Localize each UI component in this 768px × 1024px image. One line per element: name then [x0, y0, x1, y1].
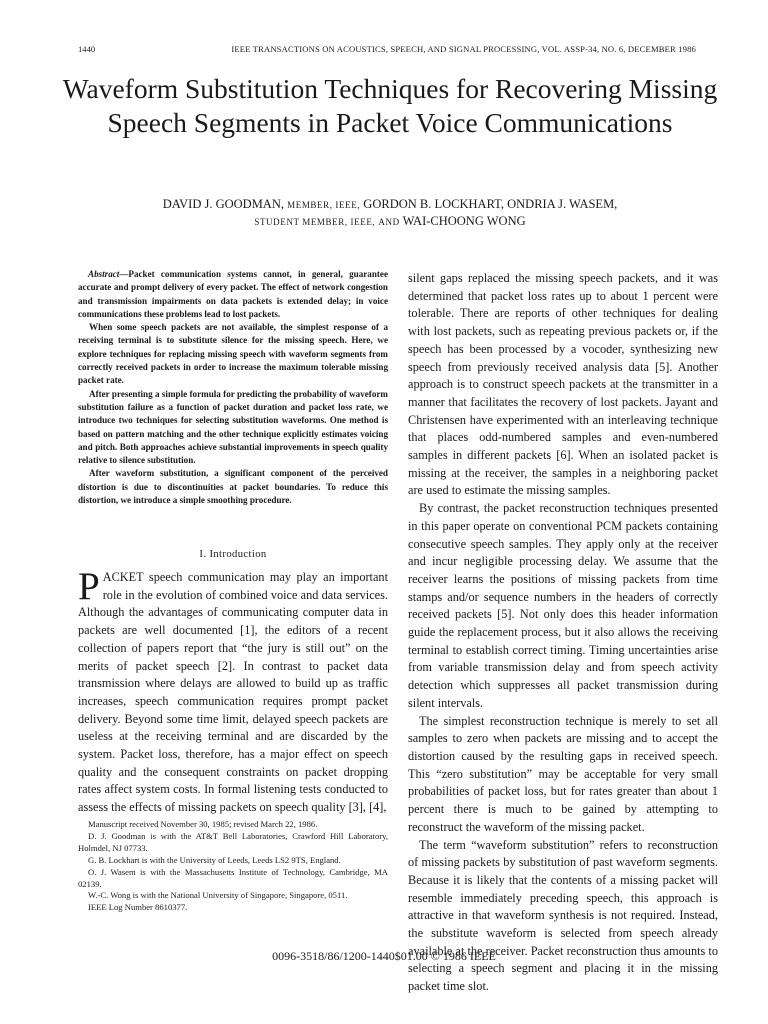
body-paragraph: silent gaps replaced the missing speech packets, and it was determined that packet loss rates up to about 1 percent were tolerable. There are reports of other techniques for dealing with lost packets, such as repeating previous packets or, if the speech has been processed by a vocoder, synthesizing new speech from previously received analysis data [5]. Another approach is to construct speech packets at the transmitter in a manner that facilitates the recovery of lost packets. Jayant and Christensen have experimented with an interleaving technique that places odd-numbered samples and even-numbered samples in different packets [6]. When an isolated packet is missing at the receiver, the samples in a neighboring packet are used to estimate the missing samples. — [408, 271, 718, 498]
drop-cap: P — [78, 565, 100, 608]
author-list — [40, 196, 740, 230]
intro-paragraph: PACKET speech communication may play an important role in the evolution of combined voice and data services. Although the advantages of communicating computer data in packets are well documented [1], the editors of a recent collection of papers report that “the jury is still out” on the merits of packet speech [2]. In contrast to packet data transmission where delays are allowed to build up as traffic increases, speech communication requires prompt packet delivery. Beyond some time limit, delayed speech packets are useless at the receiving terminal and are discarded by the system. Packet loss, therefore, has a major effect on speech quality and the consequent constraints on packet dropping rates affect system costs. In formal listening tests conducted to assess the effects of missing packets on speech quality [3], [4], — [78, 565, 388, 815]
author-line-1 — [40, 196, 740, 213]
abstract — [78, 268, 388, 507]
section-title: Introduction — [209, 549, 267, 560]
paper-title: Waveform Substitution Techniques for Recovering Missing Speech Segments in Packet Voice Communications — [62, 73, 718, 138]
author-membership: MEMBER, IEEE, — [287, 200, 361, 210]
body-paragraph: The simplest reconstruction technique is merely to set all samples to zero when packets are missing and to accept the distortion caused by the resulting gaps in received speech. This “zero substitution” may be acceptable for very small probabilities of packet loss, but for rates greater than about 1 percent there is much to be gained by attempting to reconstruct the waveform of the missing packet. — [408, 713, 718, 834]
author-name: GORDON B. LOCKHART, ONDRIA J. WASEM, — [363, 197, 618, 211]
footnote: D. J. Goodman is with the AT&T Bell Laboratories, Crawford Hill Laboratory, Holmdel, NJ 07733. — [78, 830, 388, 853]
footnotes — [78, 819, 388, 914]
author-membership: STUDENT MEMBER, IEEE, — [254, 217, 376, 227]
author-name: WAI-CHOONG WONG — [402, 214, 526, 228]
abstract-paragraph: When some speech packets are not available, the simplest response of a receiving terminal is to substitute silence for the missing speech. Here, we explore techniques for replacing missing speech with waveform segments from correctly received packets in order to increase the maximum tolerable missing packet rate. — [78, 322, 388, 386]
body-paragraph: The term “waveform substitution” refers to reconstruction of missing packets by substitution of past waveform segments. Because it is likely that the contents of a missing packet will resemble immediately preceding speech, this approach is attractive in that waveform synthesis is not required. Instead, the substitute waveform is selected from speech already available at the receiver. Packet reconstruction thus amounts to selecting a speech segment and placing it in the missing packet time slot. — [408, 837, 718, 994]
footnote: Manuscript received November 30, 1985; revised March 22, 1986. — [88, 819, 318, 829]
copyright-footer: 0096-3518/86/1200-1440$01.00 © 1986 IEEE — [272, 949, 496, 963]
footnote: W.-C. Wong is with the National University of Singapore, Singapore, 0511. — [88, 890, 348, 901]
abstract-paragraph: After presenting a simple formula for predicting the probability of waveform substitution failure as a function of packet duration and packet loss rate, we introduce two techniques for selecting substitution waveforms. One method is based on pattern matching and the other technique explicitly estimates voicing and pitch. Both approaches achieve substantial improvements in speech quality relative to silence substitution. — [78, 388, 388, 466]
author-line-2 — [40, 213, 740, 230]
section-numeral: I. — [199, 549, 207, 560]
footnote: G. B. Lockhart is with the University of Leeds, Leeds LS2 9TS, England. — [88, 854, 341, 865]
running-header — [78, 44, 696, 58]
right-column-text — [408, 270, 718, 996]
body-paragraph: By contrast, the packet reconstruction techniques presented in this paper operate on conventional PCM packets containing consecutive speech samples. They apply only at the receiver and incur negligible processing delay. We assume that the receiver learns the positions of missing packets from time stamps and/or sequence numbers in the headers of correctly received packets [5]. Not only does this header information guide the replacement process, but it also allows the receiving terminal to establish correct timing. Timing uncertainties arise from variable transmission delay and from speech activity detection which suppresses all packet transmission during silent intervals. — [408, 501, 718, 710]
page-number: 1440 — [78, 44, 96, 54]
author-and: AND — [378, 217, 400, 227]
footnote: O. J. Wasem is with the Massachusetts Institute of Technology, Cambridge, MA 02139. — [78, 866, 388, 889]
abstract-paragraph: After waveform substitution, a significant component of the perceived distortion is due to discontinuities at packet boundaries. To reduce this distortion, we introduce a simple smoothing procedure. — [78, 468, 388, 506]
abstract-label: Abstract — [88, 269, 120, 279]
introduction-text — [78, 565, 388, 817]
section-heading — [78, 549, 388, 560]
journal-header: IEEE TRANSACTIONS ON ACOUSTICS, SPEECH, AND SIGNAL PROCESSING, VOL. ASSP-34, NO. 6, DECEMBER 1986 — [231, 44, 696, 54]
author-name: DAVID J. GOODMAN, — [162, 197, 284, 211]
footnote: IEEE Log Number 8610377. — [88, 902, 188, 913]
abstract-paragraph: Abstract—Packet communication systems cannot, in general, guarantee accurate and prompt delivery of every packet. The effect of network congestion and transmission impairments on data packets is extended delay; in voice communications these problems lead to lost packets. — [78, 269, 388, 319]
